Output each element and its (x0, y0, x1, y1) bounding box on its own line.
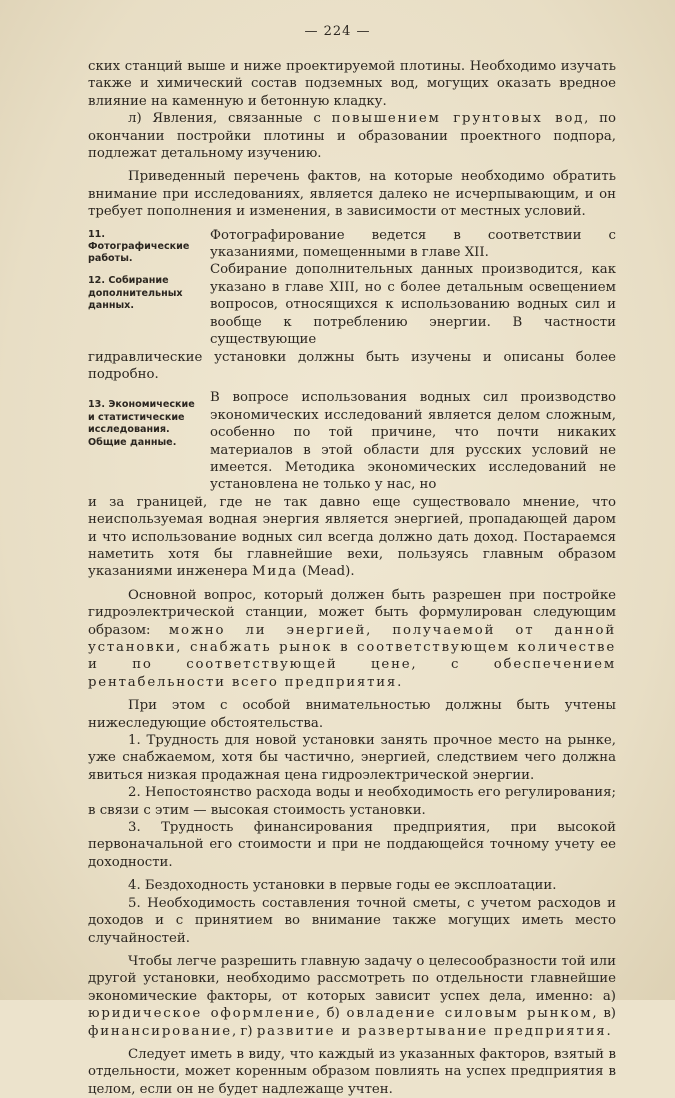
paragraph-additional-data-end: гидравлические установки должны быть изучены и описаны более подробно. (88, 349, 616, 382)
paragraph-item-l (88, 110, 616, 162)
paragraph-continued: ских станций выше и ниже проектируемой плотины. Необходимо изучать также и химический состав подземных вод, могущих оказать вредное влияние на каменную и бетонную кладку. (88, 59, 616, 109)
spaced-emphasis: юридическое оформление (88, 1006, 316, 1022)
text-run: и за границей, где не так давно еще существовало мнение, что неиспользуемая водная энергия является энергией, пропадающей даром и что использование водных сил всегда должно дать доход. Постараемся наметить хотя бы главнейшие вехи, пользуясь главным образом указаниями инженера (88, 494, 616, 580)
spaced-emphasis: овладение силовым рынком (346, 1006, 593, 1022)
side-heading-11: 11. Фотографические работы. (88, 228, 190, 265)
paragraph-photography: Фотографирование ведется в соответствии с указаниями, помещенными в главе XII. (210, 227, 616, 261)
spaced-emphasis: повышением грунтовых вод (331, 111, 585, 127)
spaced-emphasis: финансирование (88, 1023, 232, 1039)
list-item-1: 1. Трудность для новой установки занять прочное место на рынке, уже снабжаемом, хотя бы частично, энергией, следствием чего должна явиться низкая продажная цена гидроэлектрической энергии. (88, 733, 616, 783)
text-run: Чтобы легче разрешить главную задачу о целесообразности той или другой установки, необходимо рассмотреть по отдельности главнейшие экономические факторы, от которых зависит успех дела, именно: а) (88, 953, 616, 1004)
spaced-name: Мида (252, 564, 298, 580)
section-13 (88, 389, 616, 493)
side-heading-12: 12. Собирание дополнительных данных. (88, 275, 183, 312)
text-run: . (397, 674, 402, 690)
list-item-5: 5. Необходимость составления точной сметы, с учетом расходов и доходов и с принятием во внимание также могущих иметь место случайностей. (88, 895, 616, 946)
spaced-emphasis: можно ли энергией, получаемой от данной установки, снабжать рынок в соответствующем количестве и по соответствующей цене, с обеспечением рентабельности всего предприятия (88, 622, 616, 690)
text-run: , б) (315, 1006, 347, 1022)
paragraph-circumstances: При этом с особой внимательностью должны быть учтены нижеследующие обстоятельства. (88, 698, 616, 731)
paragraph-main-question (88, 587, 616, 691)
text-run: , по окончании постройки плотины и образовании проектного подпора, подлежат детальному изучению. (88, 111, 616, 162)
side-heading-13: 13. Экономические и статистические исследования. Общие данные. (88, 399, 195, 448)
text-run: . (606, 1023, 611, 1039)
text-run: (Mead). (297, 564, 355, 580)
section-11 (88, 227, 616, 265)
paragraph-factors (88, 953, 616, 1040)
list-item-4: 4. Бездоходность установки в первые годы ее эксплоатации. (128, 878, 557, 894)
paragraph-additional-data: Собирание дополнительных данных производится, как указано в главе XIII, но с более детальным освещением вопросов, относящихся к использованию водных сил и вообще к потреблению энергии. В частности существующие (210, 262, 616, 348)
page-number: — 224 — (304, 24, 371, 39)
paragraph-economic-end (88, 494, 616, 581)
text-run: л) Явления, связанные с (128, 111, 332, 127)
spaced-emphasis: развитие и развертывание предприятия (256, 1023, 607, 1039)
text-run: , г) (231, 1023, 257, 1039)
list-item-2: 2. Непостоянство расхода воды и необходимость его регулирования; в связи с этим — высокая стоимость установки. (88, 785, 616, 818)
text-run: Основной вопрос, который должен быть разрешен при постройке гидроэлектрической станции, может быть формулирован следующим образом: (88, 587, 616, 638)
paragraph-economic: В вопросе использования водных сил производство экономических исследований является делом сложным, особенно по той причине, что почти никаких материалов в этой области для русских условий не имеется. Методика экономических исследований не установлена не только у нас, но (210, 390, 616, 493)
text-run: , в) (592, 1006, 616, 1022)
page-body (88, 58, 616, 1098)
paragraph-conclusion: Следует иметь в виду, что каждый из указанных факторов, взятый в отдельности, может коренным образом повлиять на успех предприятия в целом, если он не будет надлежаще учтен. (88, 1046, 616, 1097)
paragraph-facts-list: Приведенный перечень фактов, на которые необходимо обратить внимание при исследованиях, является далеко не исчерпывающим, и он требует пополнения и изменения, в зависимости от местных условий. (88, 169, 616, 220)
section-12 (88, 261, 616, 348)
list-item-3: 3. Трудность финансирования предприятия, при высокой первоначальной его стоимости и при не поддающейся точному учету ее доходности. (88, 820, 616, 870)
